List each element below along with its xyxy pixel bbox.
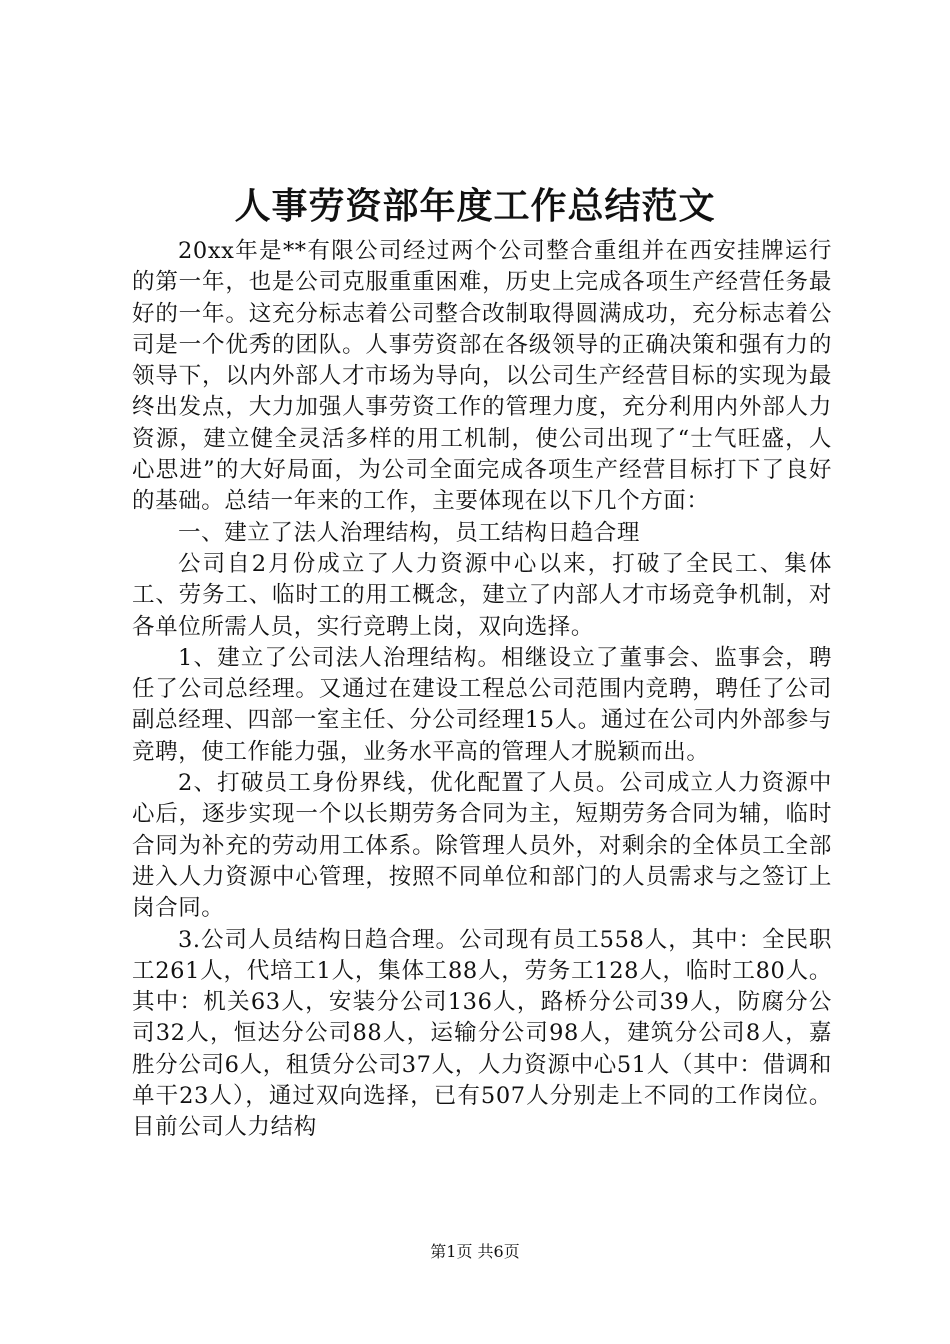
paragraph-hr-center: 公司自2月份成立了人力资源中心以来，打破了全民工、集体工、劳务工、临时工的用工概念，建立了内部人才市场竞争机制，对各单位所需人员，实行竞聘上岗，双向选择。: [132, 550, 832, 640]
page-number-footer: 第1页 共6页: [430, 1242, 520, 1261]
paragraph-item-1: 1、建立了公司法人治理结构。相继设立了董事会、监事会，聘任了公司总经理。又通过在建设工程总公司范围内竞聘，聘任了公司副总经理、四部一室主任、分公司经理15人。通过在公司内外部参与竞聘，使工作能力强，业务水平高的管理人才脱颖而出。: [132, 644, 832, 765]
paragraph-item-3: 3.公司人员结构日趋合理。公司现有员工558人，其中：全民职工261人，代培工1人，集体工88人，劳务工128人，临时工80人。其中：机关63人，安装分公司136人，路桥分公司39人，防腐分公司32人，恒达分公司88人，运输分公司98人，建筑分公司8人，嘉胜分公司6人，租赁分公司37人，人力资源中心51人（其中：借调和单干23人），通过双向选择，已有507人分别走上不同的工作岗位。目前公司人力结构: [132, 926, 832, 1141]
document-body: [132, 236, 832, 1144]
document-title: 人事劳资部年度工作总结范文: [234, 185, 716, 227]
paragraph-item-2: 2、打破员工身份界线，优化配置了人员。公司成立人力资源中心后，逐步实现一个以长期劳务合同为主，短期劳务合同为辅，临时合同为补充的劳动用工体系。除管理人员外，对剩余的全体员工全部进入人力资源中心管理，按照不同单位和部门的人员需求与之签订上岗合同。: [132, 770, 832, 922]
section-heading-1: 一、建立了法人治理结构，员工结构日趋合理: [178, 519, 641, 546]
paragraph-intro: 20xx年是**有限公司经过两个公司整合重组并在西安挂牌运行的第一年，也是公司克服重重困难，历史上完成各项生产经营任务最好的一年。这充分标志着公司整合改制取得圆满成功，充分标志着公司是一个优秀的团队。人事劳资部在各级领导的正确决策和强有力的领导下，以内外部人才市场为导向，以公司生产经营目标的实现为最终出发点，大力加强人事劳资工作的管理力度，充分利用内外部人力资源，建立健全灵活多样的用工机制，使公司出现了“士气旺盛，人心思进”的大好局面，为公司全面完成各项生产经营目标打下了良好的基础。总结一年来的工作，主要体现在以下几个方面：: [132, 238, 832, 515]
